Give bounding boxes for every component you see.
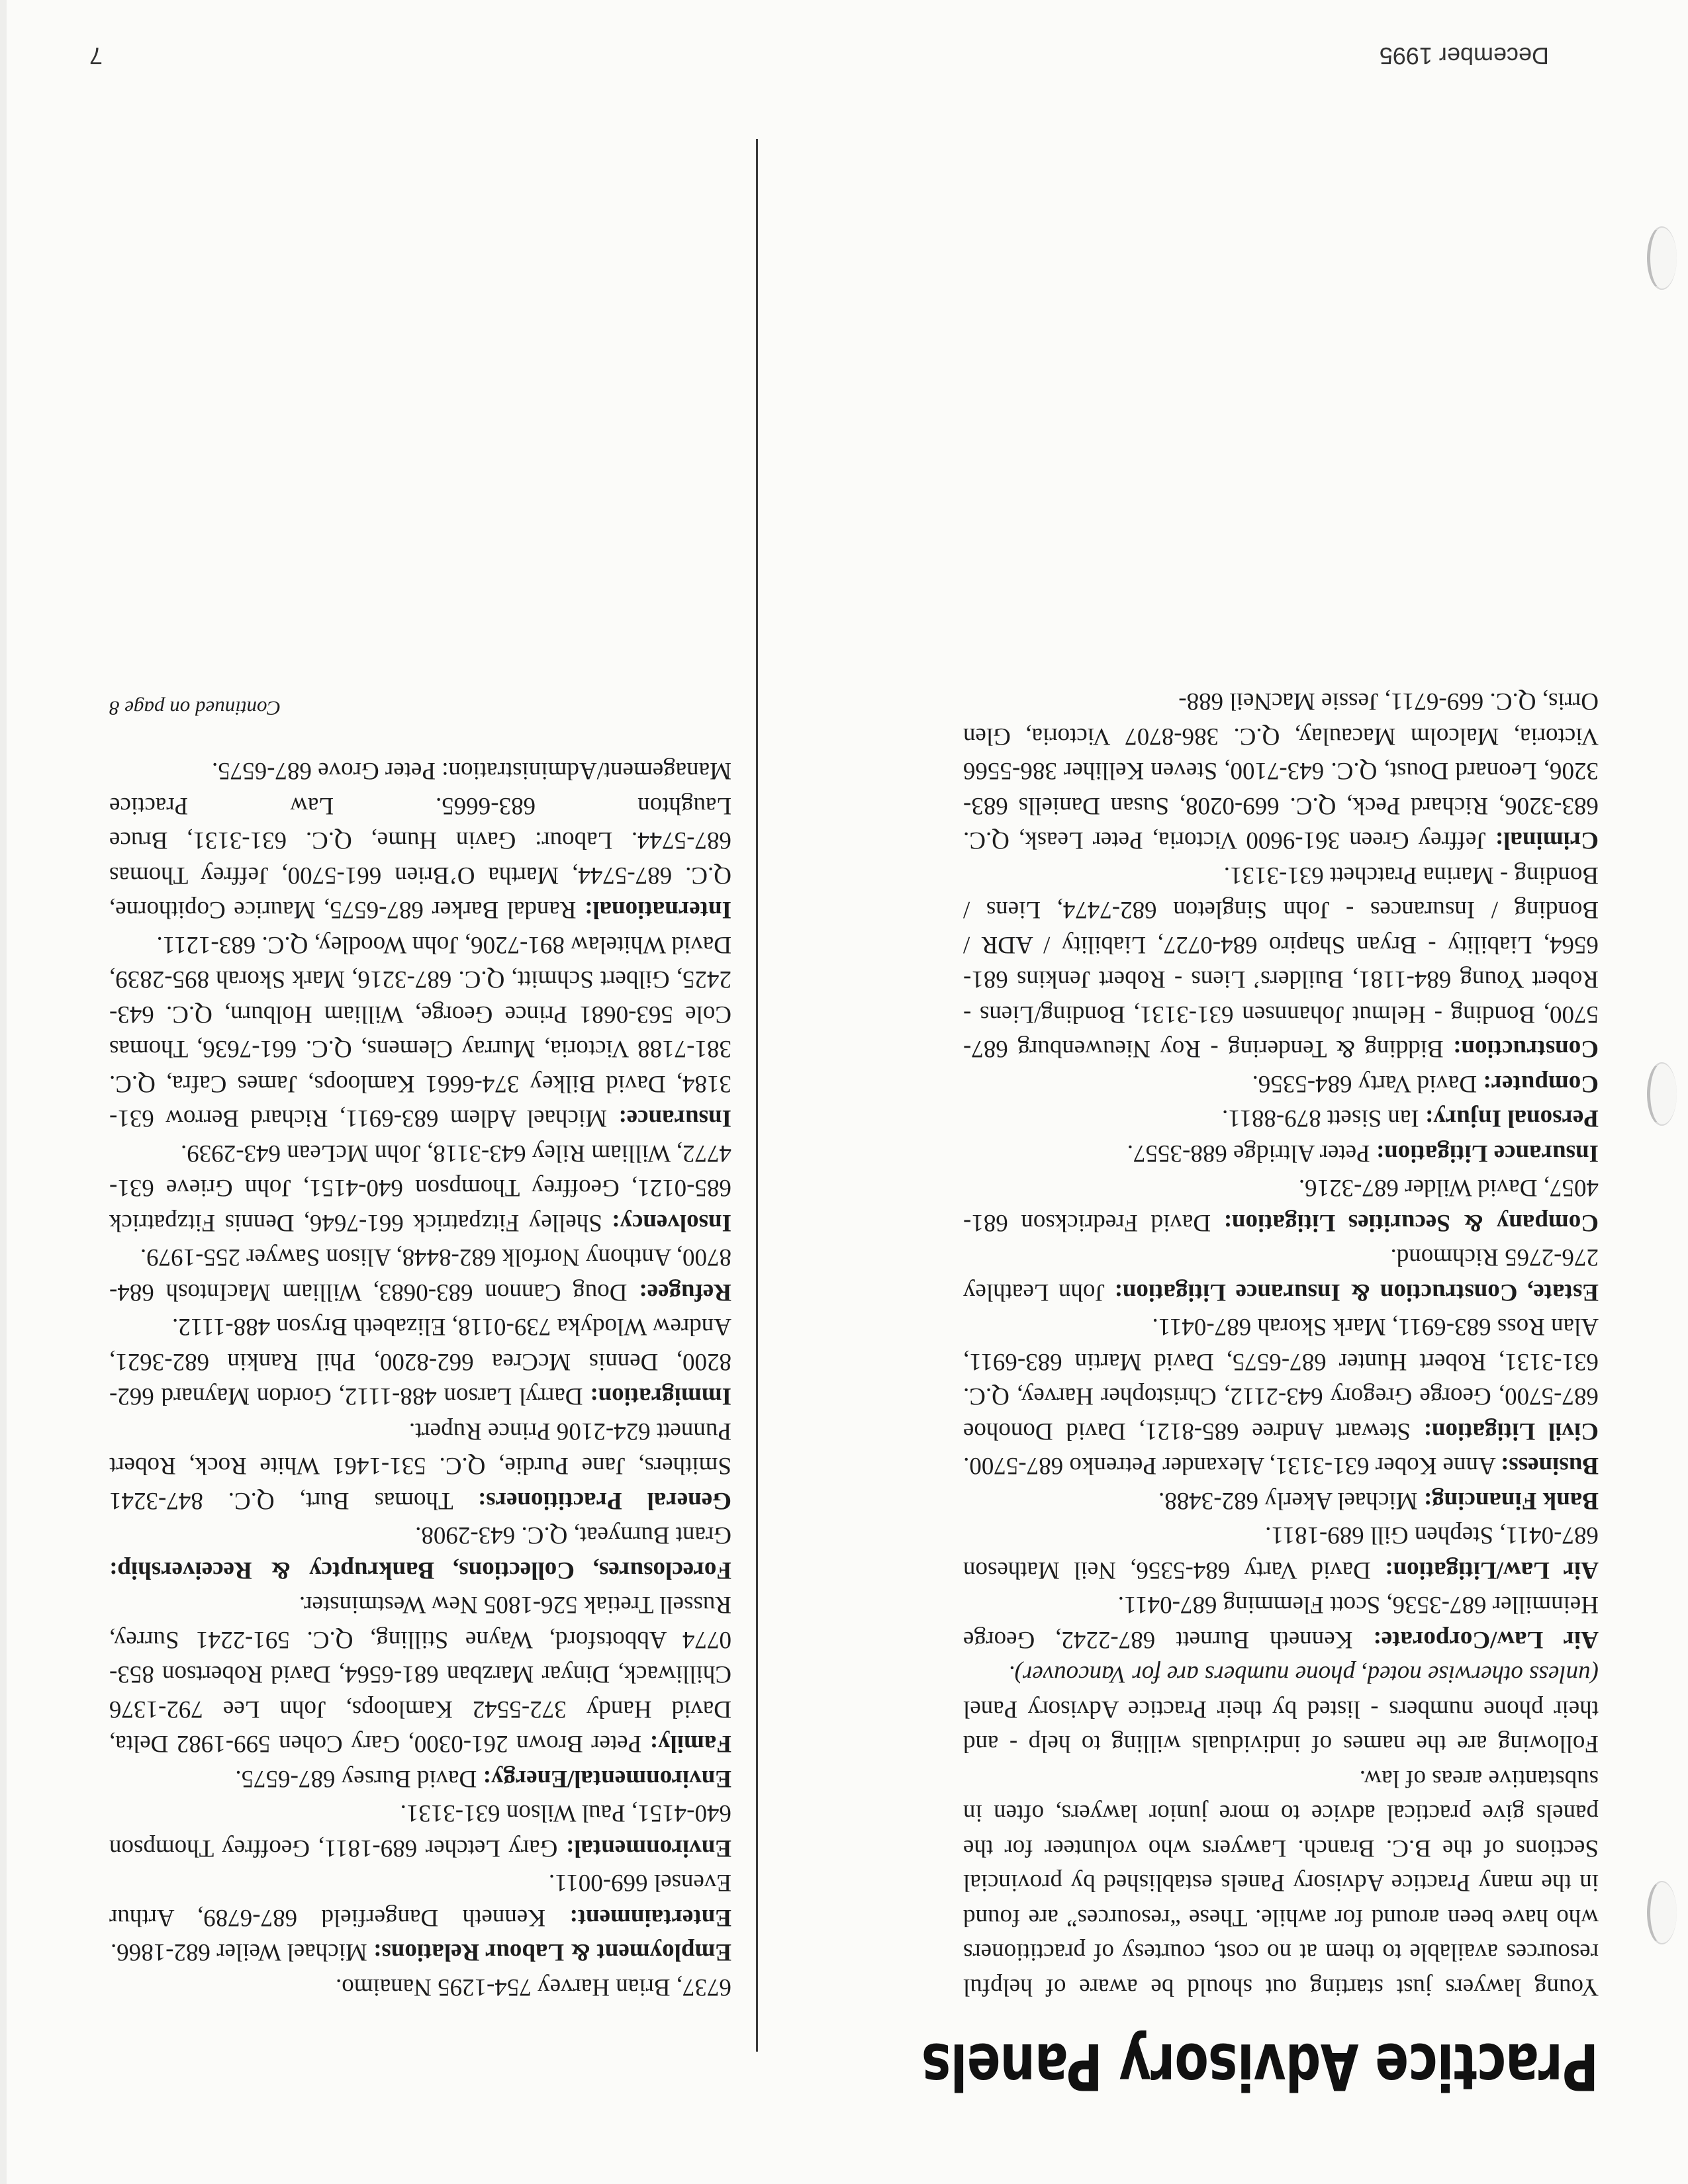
panel-members: Peter Brown 261-0300, Gary Cohen 599-1982 Delta, David Handy 372-5542 Kamloops, John Lee 792-1376 Chilliwack, Dinyar Marzban 681-6564, David Robertson 853-0774 Abbotsford, Wayne Stilling, Q.C. 591-2241 Surrey, Russell Tretiak 526-1805 New Westminster. bbox=[109, 1591, 731, 1758]
panel-name: Refugee: bbox=[639, 1279, 731, 1306]
panel-members: Stewart Andree 685-8121, David Donohoe 687-5700, George Gregory 643-2112, Christopher Harvey, Q.C. 631-3131, Robert Hunter 687-6575, David Martin 683-6911, Alan Ross 683-6911, Mark Skorah 687-0411. bbox=[962, 1313, 1599, 1445]
panel-members: Peter Altridge 688-3557. bbox=[1127, 1140, 1370, 1167]
panel-entry bbox=[109, 1518, 731, 1587]
panel-entry bbox=[963, 1587, 1599, 1657]
panel-entry bbox=[109, 927, 731, 1136]
panel-entry bbox=[109, 1136, 731, 1240]
panel-entry bbox=[109, 1934, 731, 1970]
panel-members: Doug Cannon 683-0683, William MacIntosh 684-8700, Anthony Norfolk 682-8448, Alison Sawyer 255-1979. bbox=[109, 1244, 731, 1306]
continued-note: Continued on page 8 bbox=[109, 697, 281, 720]
left-column bbox=[963, 684, 1599, 2004]
intro-paragraph bbox=[963, 1657, 1599, 1761]
panel-entry bbox=[963, 1101, 1599, 1136]
panel-members: Anne Kober 631-3131, Alexander Petrenko 687-5700. bbox=[963, 1452, 1496, 1480]
panel-members: Michael Adlem 683-6911, Richard Berrow 631-3184, David Bilkey 374-6661 Kamloops, James Cafra, Q.C. 381-7188 Victoria, Murray Clemens, Q.C. 661-7636, Thomas Cole 563-0681 Prince George, William Holburn, Q.C. 643-2425, Gilbert Schmitt, Q.C. 687-3216, Mark Skorah 895-2839, David Whitelaw 891-7206, John Woodley, Q.C. 683-1211. bbox=[109, 931, 731, 1132]
panel-name: General Practitioners: bbox=[477, 1487, 731, 1514]
panel-members: David Fredrickson 681-4057, David Wilder 687-3216. bbox=[962, 1174, 1599, 1236]
page-title: Practice Advisory Panels bbox=[921, 2029, 1599, 2103]
panel-members: David Varty 684-5356, Neil Matheson 687-0411, Stephen Gill 689-1811. bbox=[962, 1522, 1599, 1584]
panel-name: Company & Securities Litigation: bbox=[1223, 1209, 1599, 1236]
panel-members: Michael Akerly 682-3488. bbox=[1158, 1487, 1418, 1514]
panel-name: Bank Financing: bbox=[1423, 1487, 1599, 1514]
panel-name: Environmental/Energy: bbox=[483, 1765, 731, 1792]
panel-entry bbox=[963, 1309, 1599, 1448]
panel-members: John Leathley 276-2765 Richmond. bbox=[963, 1244, 1599, 1306]
page-number: 7 bbox=[89, 42, 103, 69]
panel-members: Michael Weiler 682-1866. bbox=[110, 1938, 367, 1966]
panel-members: Kenneth Dangerfield 687-6789, Arthur Evensel 669-0011. bbox=[109, 1869, 731, 1931]
panel-name: Immigration: bbox=[590, 1383, 731, 1410]
panel-name: Personal Injury: bbox=[1425, 1105, 1599, 1132]
panel-name: Employment & Labour Relations: bbox=[373, 1938, 731, 1966]
panel-members: Jeffrey Green 361-9600 Victoria, Peter Leask, Q.C. 683-3206, Richard Peck, Q.C. 669-0208, Susan Daniells 683-3206, Leonard Doust, Q.C. 643-7100, Steven Kelliher 386-5566 Victoria, Malcolm Macaulay, Q.C. 386-8707 Victoria, Glen Orris, Q.C. 669-6711, Jessie MacNeil 688- bbox=[963, 688, 1599, 854]
panel-entry bbox=[109, 1796, 731, 1865]
panel-entry bbox=[963, 1136, 1599, 1171]
phone-note: (unless otherwise noted, phone numbers are for Vancouver). bbox=[1008, 1661, 1599, 1688]
panel-name: Insurance Litigation: bbox=[1376, 1140, 1599, 1167]
right-column bbox=[109, 691, 731, 2005]
panel-name: Insolvency: bbox=[612, 1209, 731, 1236]
panel-name: Family: bbox=[649, 1730, 731, 1758]
panel-entry bbox=[109, 1414, 731, 1518]
panel-name: Foreclosures, Collections, Bankruptcy & Receivership: bbox=[109, 1557, 731, 1584]
panel-name: Civil Litigation: bbox=[1423, 1418, 1599, 1445]
panel-members: David Varty 684-5356. bbox=[1252, 1070, 1477, 1097]
panel-members: Thomas Burt, Q.C. 847-3241 Smithers, Jane Purdie, Q.C. 531-1461 White Rock, Robert Punnett 624-2106 Prince Rupert. bbox=[109, 1418, 731, 1514]
panel-entry bbox=[109, 1761, 731, 1796]
panel-name: Business: bbox=[1500, 1452, 1599, 1480]
panel-name: Estate, Construction & Insurance Litigation: bbox=[1114, 1279, 1599, 1306]
panel-members: Gary Letcher 689-1811, Geoffrey Thompson 640-4151, Paul Wilson 631-3131. bbox=[109, 1799, 731, 1862]
issue-date: December 1995 bbox=[1379, 42, 1549, 69]
panel-entry bbox=[963, 1483, 1599, 1518]
panel-entry bbox=[963, 1240, 1599, 1309]
panel-name: International: bbox=[585, 896, 731, 924]
panel-entry bbox=[963, 1518, 1599, 1587]
panel-entry bbox=[109, 1587, 731, 1761]
intro-text-part: Following are the names of individuals willing to help - and their phone numbers - listed by their Practice Advisory Panel bbox=[963, 1696, 1599, 1758]
panel-name: Insurance: bbox=[618, 1105, 731, 1132]
panel-entry bbox=[109, 1309, 731, 1414]
panel-entry bbox=[963, 858, 1599, 1066]
panel-members: Bidding & Tendering - Roy Nieuwenburg 687-5700, Bonding - Helmut Johannsen 631-3131, Bonding/Liens - Robert Young 684-1181, Builders’ Liens - Robert Jenkins 681-6564, Liability - Bryan Shapiro 684-0727, Liability / ADR / Bonding / Insurances - John Singleton 682-7474, Liens / Bonding - Marina Pratchett 631-3131. bbox=[963, 862, 1599, 1063]
panel-name: Criminal: bbox=[1495, 827, 1599, 854]
panel-entry bbox=[109, 753, 731, 927]
panel-entry bbox=[109, 1865, 731, 1934]
panel-members: Kenneth Burnett 687-2242, George Heinmiller 687-3536, Scott Flemming 687-0411. bbox=[962, 1591, 1599, 1653]
panel-entry bbox=[963, 684, 1599, 858]
panel-members: Randal Barker 687-6575, Maurice Copithorne, Q.C. 687-5744, Martha O’Brien 661-5700, Jeffrey Thomas 687-5744. Labour: Gavin Hume, Q.C. 631-3131, Bruce Laughton 683-6665. Law Practice Management/Administration: Peter Grove 687-6575. bbox=[109, 757, 731, 924]
panel-members: Grant Burnyeat, Q.C. 643-2908. bbox=[415, 1522, 731, 1549]
panel-entry bbox=[963, 1066, 1599, 1101]
intro-text bbox=[963, 1657, 1599, 2004]
panel-name: Air Law/Litigation: bbox=[1385, 1557, 1599, 1584]
panel-entry bbox=[109, 1970, 731, 2005]
panel-name: Entertainment: bbox=[569, 1904, 731, 1931]
panel-name: Computer: bbox=[1483, 1070, 1599, 1097]
panel-members: David Bursey 687-6575. bbox=[235, 1765, 477, 1792]
panel-entry bbox=[963, 1170, 1599, 1240]
panel-entry bbox=[109, 1240, 731, 1309]
panel-members: 6737, Brian Harvey 754-1295 Nanaimo. bbox=[335, 1974, 731, 2001]
panel-entry bbox=[963, 1448, 1599, 1483]
scan-edge bbox=[0, 0, 7, 2184]
panel-name: Air Law/Corporate: bbox=[1373, 1626, 1599, 1653]
column-divider bbox=[756, 139, 758, 2052]
panel-members: Darryl Larson 488-1112, Gordon Maynard 662-8200, Dennis McCrea 662-8200, Phil Rankin 682-3621, Andrew Wlodyka 739-0118, Elizabeth Bryson 488-1112. bbox=[109, 1313, 731, 1410]
panel-name: Environmental: bbox=[565, 1835, 731, 1862]
intro-paragraph: Young lawyers just starting out should be aware of helpful resources available to them at no cost, courtesy of practitioners who have been around for awhile. These “resources” are found in the many Practice Advisory Panels established by provincial Sections of the B.C. Branch. Lawyers who volunteer for the panels give practical advice to more junior lawyers, often in substantive areas of law. bbox=[963, 1765, 1599, 2001]
panel-name: Construction: bbox=[1453, 1035, 1599, 1063]
panel-members: Shelley Fitzpatrick 661-7646, Dennis Fitzpatrick 685-0121, Geoffrey Thompson 640-4151, John Grieve 631-4772, William Riley 643-3118, John McLean 643-2939. bbox=[109, 1140, 731, 1236]
panel-members: Ian Sisett 879-8811. bbox=[1221, 1105, 1419, 1132]
